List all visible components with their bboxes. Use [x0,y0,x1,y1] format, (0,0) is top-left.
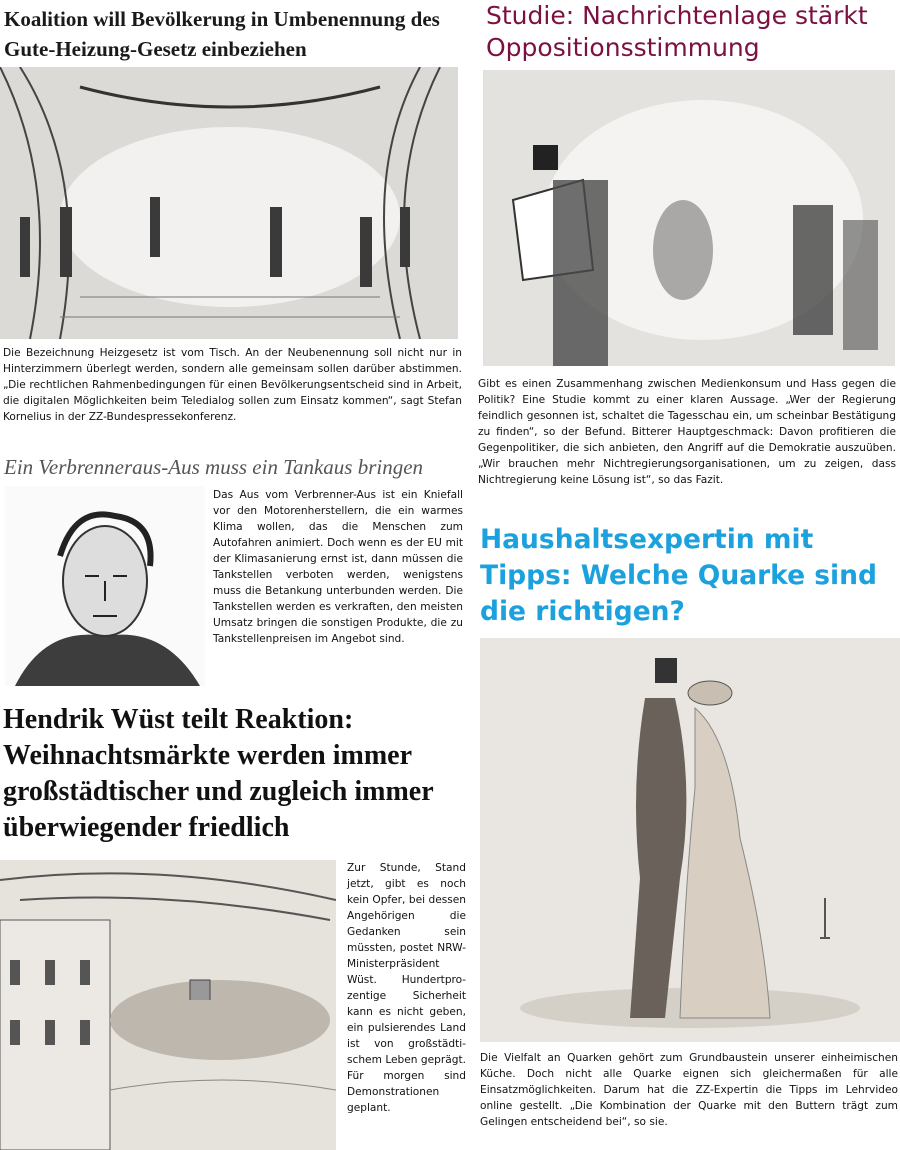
newspaper-reader-sketch-image [483,70,895,366]
article-body-quarke: Die Vielfalt an Quarken gehört zum Grundbaustein unserer einheimischen Küche. Doch nicht alle Quarke eignen sich gleichermaßen für alle Einsatzmöglichkeiten. Darum hat die ZZ-Expertin die Tipps im Lehrvideo online gestellt. „Die Kombination der Quarke mit den Buttern trägt zum Gelingen entscheidend bei“, so sie. [480,1052,898,1128]
headline-weihnachtsmaerkte[interactable]: Hendrik Wüst teilt Reaktion: Weihnachtsmärkte werden immer großstädtischer und zugleich immer überwiegender friedlich [3,704,434,843]
article-body-heizgesetz: Die Bezeichnung Heizgesetz ist vom Tisch. An der Neubenennung soll nicht nur in Hinterzimmern überlegt werden, sondern alle gemeinsam sollen darüber abstimmen. „Die rechtlichen Rahmenbedingungen für einen Bevölkerungsentscheid sind in Arbeit, die digitalen Möglichkeiten beim Teledialog sollen zum Einsatz kommen“, sagt Stefan Kornelius in der ZZ-Bundespressekonferenz. [3,347,462,423]
portrait-sketch-image [5,486,205,686]
headline-heizgesetz[interactable]: Koalition will Bevölkerung in Umbenennung des Gute-Heizung-Gesetz einbeziehen [4,7,440,61]
article-body-verbrenner: Das Aus vom Verbrenner-Aus ist ein Kniefall vor den Motorenherstellern, die ein warmes Klima wollen, das die Menschen zum Autofahren animiert. Doch wenn es der EU mit der Klimasanierung ernst ist, dann müssen die Tankstellen verboten werden, wenigstens muss die Betankung unterbunden werden. Die Tankstellen werden es verkraften, den meisten Umsatz bringen die sonstigen Produkte, die zu Tankstellenpreisen im Angebot sind. [213,489,463,645]
city-square-sketch-image [0,860,336,1150]
article-body-studie: Gibt es einen Zusammenhang zwischen Medienkonsum und Hass gegen die Politik? Eine Studie kommt zu einer klaren Aussage. „Wer der Regierung feindlich gesonnen ist, schaltet die Tagesschau ein, um scheinbar Bestätigung zu finden“, so der Befund. Bitterer Hauptgeschmack: Davon profitieren die Gegenpolitiker, die sich anbieten, den Angriff auf die Demokratie auszuüben. „Wir brauchen mehr Nichtregierungsorganisationen, um zu zeigen, dass Nichtregierung keine Lösung ist“, so das Fazit. [478,378,896,486]
headline-studie[interactable]: Studie: Nachrichtenlage stärkt Oppositionsstimmung [486,1,868,62]
article-body-weihnachtsmaerkte: Zur Stunde, Stand jetzt, gibt es noch kein Opfer, bei dessen Angehörigen die Gedanken sein müssten, postet NRW-Ministerpräsident Wüst. Hundertprozentige Sicherheit kann es nicht geben, ein pulsierendes Land ist von großstädtischem Leben geprägt. Für morgen sind Demonstrationen geplant. [347,862,466,1114]
headline-quarke[interactable]: Haushaltsexpertin mit Tipps: Welche Quarke sind die richtigen? [480,524,877,627]
couple-walking-sketch-image [480,638,900,1042]
headline-verbrenner[interactable]: Ein Verbrenneraus-Aus muss ein Tankaus bringen [4,455,424,479]
theater-stage-sketch-image [0,67,458,339]
